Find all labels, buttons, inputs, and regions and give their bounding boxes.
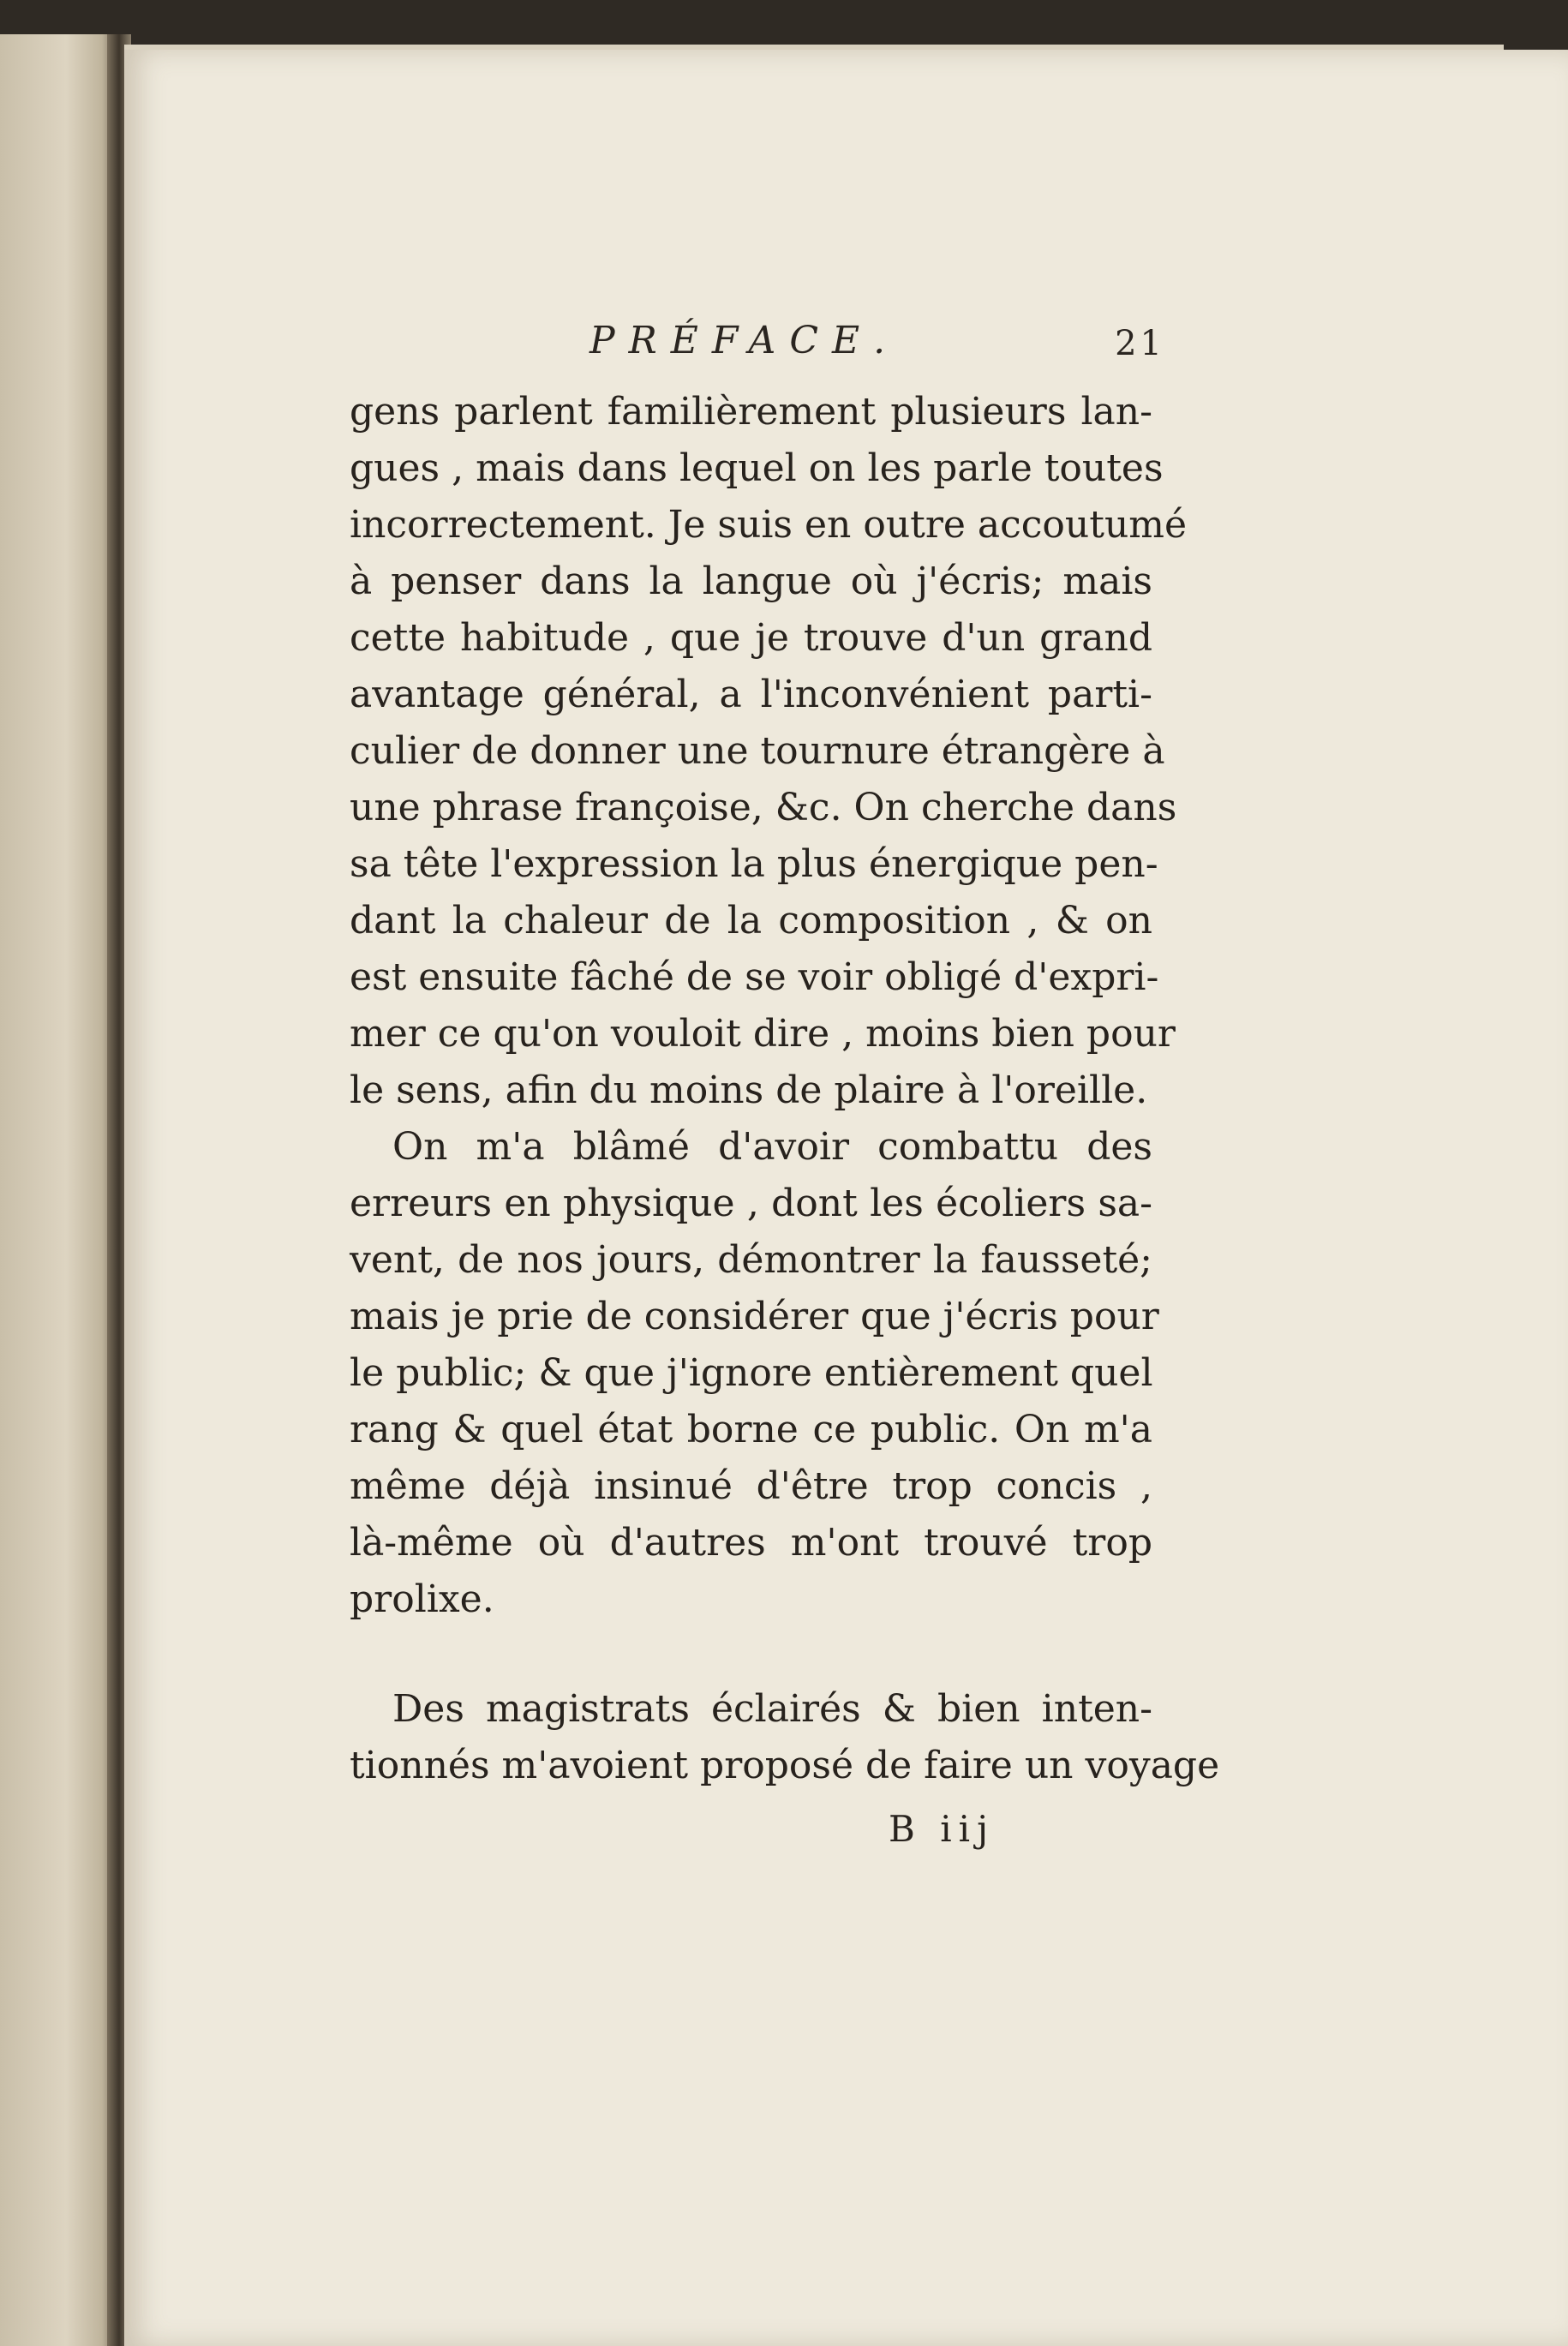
text-line: sa tête l'expression la plus énergique pen- [350,842,1158,886]
text-line: Des magistrats éclairés & bien inten- [392,1687,1152,1731]
text-line: prolixe. [350,1577,494,1621]
text-line: dant la chaleur de la composition , & on [350,899,1152,943]
text-line: gens parlent familièrement plusieurs lan- [350,390,1152,434]
text-line: gues , mais dans lequel on les parle toutes [350,446,1164,490]
text-line: là-même où d'autres m'ont trouvé trop [350,1521,1152,1565]
text-line: mer ce qu'on vouloit dire , moins bien pour [350,1012,1176,1056]
text-line: avantage général, a l'inconvénient parti- [350,673,1152,716]
text-line: tionnés m'avoient proposé de faire un voyage [350,1744,1220,1787]
text-line: à penser dans la langue où j'écris; mais [350,560,1152,603]
text-line: une phrase françoise, &c. On cherche dans [350,786,1177,829]
signature-mark: B iij [889,1808,996,1850]
paragraph [350,1681,1220,1794]
text-line: On m'a blâmé d'avoir combattu des [392,1125,1152,1169]
text-line: erreurs en physique , dont les écoliers sa- [350,1182,1152,1225]
text-line: rang & quel état borne ce public. On m'a [350,1408,1152,1451]
page-header [463,319,1165,379]
text-line: même déjà insinué d'être trop concis , [350,1464,1152,1508]
paragraph-spacer [350,1628,1152,1681]
text-line: incorrectement. Je suis en outre accoutumé [350,503,1188,547]
text-line: culier de donner une tournure étrangère à [350,729,1165,773]
text-line: le sens, afin du moins de plaire à l'oreille. [350,1068,1148,1112]
body-text [350,384,1220,1794]
text-line: mais je prie de considérer que j'écris pour [350,1295,1159,1338]
paragraph [350,1119,1159,1628]
text-line: cette habitude , que je trouve d'un grand [350,616,1152,660]
facing-page-edge [0,34,120,2346]
text-line: est ensuite fâché de se voir obligé d'expri- [350,955,1159,999]
text-line: vent, de nos jours, démontrer la fausseté; [350,1238,1152,1282]
paragraph [350,384,1188,1119]
text-line: le public; & que j'ignore entièrement quel [350,1351,1153,1395]
running-head: PRÉFACE. [589,319,900,362]
page-number: 21 [1115,324,1165,363]
